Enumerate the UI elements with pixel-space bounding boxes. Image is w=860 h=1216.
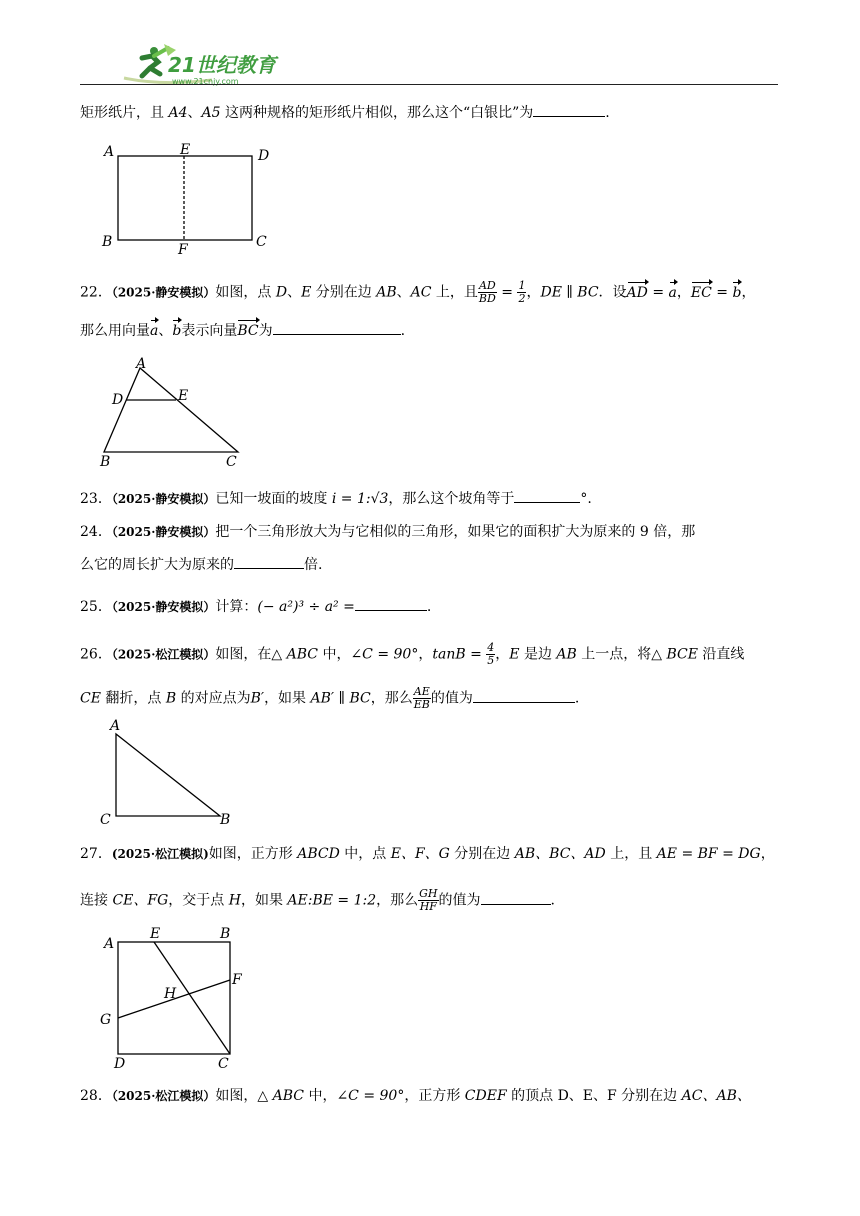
q26-frac-num: 4 <box>487 641 495 654</box>
label-C: C <box>226 454 237 470</box>
q26-frac-den: 5 <box>487 654 495 667</box>
q22-source: （2025·静安模拟） <box>111 285 216 300</box>
label-B: B <box>102 234 113 250</box>
q25-line <box>80 596 431 617</box>
q26-t7: 沿直线 <box>697 646 745 663</box>
q26-answer-blank[interactable] <box>473 688 575 703</box>
q26-t3: ， <box>418 646 433 663</box>
q22-l2-vec-a: a <box>150 323 159 339</box>
q27-line-2 <box>80 888 555 913</box>
q28-t3: ，正方形 <box>404 1088 465 1104</box>
q27-frac-num: GH <box>419 887 438 900</box>
q24-source: （2025·静安模拟） <box>111 525 216 539</box>
q26-abp-bc: AB′ ∥ BC <box>310 690 371 707</box>
q22-line-2 <box>80 320 405 341</box>
q26-source: （2025·松江模拟） <box>111 647 216 662</box>
q28-cdef: CDEF <box>464 1088 507 1104</box>
q26-line-1 <box>80 642 744 667</box>
label-E: E <box>178 388 189 404</box>
logo <box>102 42 282 86</box>
q26-frac-ae-eb <box>413 686 431 711</box>
label-D: D <box>258 148 270 164</box>
q22-l2a: 那么用向量 <box>80 323 150 339</box>
q22-t8: ， <box>676 284 691 301</box>
q26-line-2 <box>80 686 579 711</box>
label-C: C <box>218 1056 229 1072</box>
q28-abc: ABC <box>272 1088 304 1104</box>
q22-t4: 、 <box>396 284 411 301</box>
q26-t1: 如图，在△ <box>215 646 287 663</box>
q25-expr: (− a²)³ ÷ a² = <box>257 599 355 615</box>
label-B: B <box>220 812 231 828</box>
q21-figure <box>96 140 286 256</box>
q26-E: E <box>509 646 520 663</box>
q22-frac1-den: BD <box>478 292 496 305</box>
q25-t1: 计算： <box>215 599 258 615</box>
q26-AB: AB <box>556 646 577 663</box>
q24-line-2 <box>80 554 322 575</box>
q23-number: 23． <box>80 491 112 507</box>
q27-t3: 分别在边 <box>449 846 515 862</box>
q22-t9: ， <box>741 284 756 301</box>
q22-t5: 上，且 <box>431 284 478 301</box>
q22-frac2-den: 2 <box>518 292 526 305</box>
q27-abcd: ABCD <box>297 846 340 862</box>
q26-tanb: tanB = <box>432 646 487 663</box>
header-divider <box>80 84 778 85</box>
q22-t3: 分别在边 <box>311 284 377 301</box>
label-G: G <box>100 1012 112 1028</box>
q27-end: . <box>550 892 555 909</box>
q21-text-b: 这两种规格的矩形纸片相似，那么这个“白银比”为 <box>220 105 534 121</box>
q28-sides: AC、AB、 <box>681 1088 751 1104</box>
label-A: A <box>104 936 115 952</box>
q26-triangle <box>116 734 220 816</box>
q22-eq-a: = <box>647 284 669 301</box>
label-A: A <box>136 356 147 372</box>
q23-t2: ，那么这个坡角等于 <box>388 491 515 507</box>
q22-frac2-num: 1 <box>518 279 526 292</box>
q26-t5: 是边 <box>519 646 557 663</box>
q26-frac2-num: AE <box>413 685 430 698</box>
q28-t2: 中， <box>304 1088 337 1104</box>
q26-bprime: B′ <box>250 690 265 707</box>
label-C: C <box>256 234 267 250</box>
label-E: E <box>150 926 161 942</box>
label-F: F <box>232 972 242 988</box>
q26-number: 26． <box>80 646 112 663</box>
label-A: A <box>110 718 121 734</box>
q22-vec-bc: BC <box>237 323 259 339</box>
q22-AB: AB <box>376 284 397 301</box>
q21-a5: A5 <box>201 105 221 121</box>
q21-line <box>80 102 610 123</box>
label-B: B <box>220 926 231 942</box>
q22-answer-blank[interactable] <box>273 320 401 335</box>
page-header <box>80 38 778 88</box>
q26-frac-4-5 <box>486 642 495 667</box>
q27-l2a: 连接 <box>80 892 113 909</box>
q23-source: （2025·静安模拟） <box>111 492 216 506</box>
q23-t1: 已知一坡面的坡度 <box>215 491 332 507</box>
q22-l2-vec-b: b <box>172 323 182 339</box>
q28-source: （2025·松江模拟） <box>111 1089 216 1103</box>
q22-l2b: 、 <box>158 323 173 339</box>
q26-l2d: ，如果 <box>264 690 311 707</box>
q22-l2d: 为 <box>258 323 273 339</box>
q26-frac2-den: EB <box>413 698 430 711</box>
q28-line <box>80 1086 751 1106</box>
q22-vec-ad: AD <box>626 284 648 301</box>
label-D: D <box>112 392 124 408</box>
q26-l2f: 的值为 <box>430 690 473 707</box>
q22-D: D <box>275 284 288 301</box>
q22-t1: 如图，点 <box>215 284 276 301</box>
q26-figure <box>98 716 248 830</box>
q24-line1: 把一个三角形放大为与它相似的三角形，如果它的面积扩大为原来的 9 倍，那 <box>215 524 696 540</box>
label-E: E <box>180 142 191 158</box>
q22-vec-b: b <box>732 284 742 301</box>
q22-de-bc: DE ∥ BC <box>540 284 599 301</box>
q27-answer-blank[interactable] <box>481 890 551 905</box>
q27-ratio: AE:BE = 1:2 <box>287 892 377 909</box>
q27-t5: ， <box>760 846 775 862</box>
q26-t6: 上一点，将△ <box>576 646 667 663</box>
q27-l2e: 的值为 <box>438 892 481 909</box>
q24-answer-blank[interactable] <box>234 554 304 569</box>
q27-l2b: ，交于点 <box>168 892 229 909</box>
q21-text: 矩形纸片，且 <box>80 105 169 121</box>
q26-l2b: 翻折，点 <box>100 690 166 707</box>
q25-end: . <box>426 599 432 615</box>
q22-E: E <box>301 284 312 301</box>
q22-eq1: = <box>496 284 518 301</box>
q21-a4: A4 <box>168 105 188 121</box>
q27-efg: E、F、G <box>390 846 450 862</box>
q22-frac-ad-bd <box>478 280 497 305</box>
q23-line <box>80 488 592 509</box>
q23-answer-blank[interactable] <box>514 488 580 503</box>
label-C: C <box>100 812 111 828</box>
q23-end: °. <box>580 491 592 507</box>
q28-number: 28． <box>80 1088 112 1104</box>
q26-l2e: ，那么 <box>370 690 413 707</box>
logo-url: www.21cnjy.com <box>172 77 239 86</box>
q27-sides: AB、BC、AD <box>514 846 606 862</box>
q22-l2c: 表示向量 <box>181 323 238 339</box>
q26-end: . <box>574 690 580 707</box>
label-H: H <box>164 986 177 1002</box>
q22-t6: ， <box>526 284 541 301</box>
q22-t2: 、 <box>287 284 302 301</box>
label-B: B <box>100 454 111 470</box>
q22-end: . <box>400 323 406 339</box>
q28-t4: 的顶点 D、E、F 分别在边 <box>506 1088 682 1104</box>
q21-rectangle <box>118 156 252 240</box>
q24-line-1 <box>80 522 695 542</box>
q26-bce: BCE <box>666 646 698 663</box>
q25-source: （2025·静安模拟） <box>111 600 216 614</box>
q27-t1: 如图，正方形 <box>208 846 298 862</box>
q26-l2c: 的对应点为 <box>176 690 251 707</box>
q26-ce: CE <box>80 690 101 707</box>
logo-text: 21世纪教育 <box>168 53 276 77</box>
q26-t2: 中， <box>318 646 351 663</box>
q21-end: . <box>605 105 610 121</box>
q27-frac-den: HF <box>419 900 437 913</box>
q27-H: H <box>228 892 241 909</box>
q27-source: (2025·松江模拟) <box>111 847 209 861</box>
q22-line-1 <box>80 280 755 305</box>
q22-triangle <box>104 368 238 452</box>
q27-line-1 <box>80 844 775 864</box>
q21-sep: 、 <box>187 105 202 121</box>
label-D: D <box>114 1056 126 1072</box>
q24-number: 24． <box>80 524 112 540</box>
q26-abc: ABC <box>286 646 318 663</box>
q21-answer-blank[interactable] <box>533 102 605 117</box>
q22-frac1-num: AD <box>478 279 496 292</box>
q26-angle: ∠C = 90° <box>350 646 419 663</box>
q22-t7: ．设 <box>598 284 627 301</box>
label-F: F <box>178 242 188 256</box>
q27-t4: 上，且 <box>605 846 657 862</box>
q28-t1: 如图，△ <box>215 1088 273 1104</box>
q24-l2b: 倍. <box>304 557 323 573</box>
q27-l2c: ，如果 <box>240 892 288 909</box>
q27-eqs: AE = BF = DG <box>656 846 761 862</box>
label-A: A <box>104 144 115 160</box>
q25-number: 25． <box>80 599 112 615</box>
q25-answer-blank[interactable] <box>355 596 427 611</box>
q22-eq-b: = <box>711 284 733 301</box>
q27-figure <box>96 922 256 1072</box>
q26-t4: ， <box>495 646 510 663</box>
q27-l2d: ，那么 <box>376 892 419 909</box>
q22-vec-a: a <box>668 284 677 301</box>
q27-frac-gh-hf <box>418 888 438 913</box>
q26-B: B <box>165 690 177 707</box>
q28-angle: ∠C = 90° <box>336 1088 405 1104</box>
q22-AC: AC <box>410 284 432 301</box>
q24-l2a: 么它的周长扩大为原来的 <box>80 557 234 573</box>
q23-expr: i = 1:√3 <box>331 491 389 507</box>
q22-vec-ec: EC <box>690 284 712 301</box>
q27-ce-fg: CE、FG <box>112 892 169 909</box>
q22-figure <box>96 354 256 470</box>
q22-number: 22． <box>80 284 112 301</box>
q27-t2: 中，点 <box>339 846 391 862</box>
q27-number: 27． <box>80 846 112 862</box>
